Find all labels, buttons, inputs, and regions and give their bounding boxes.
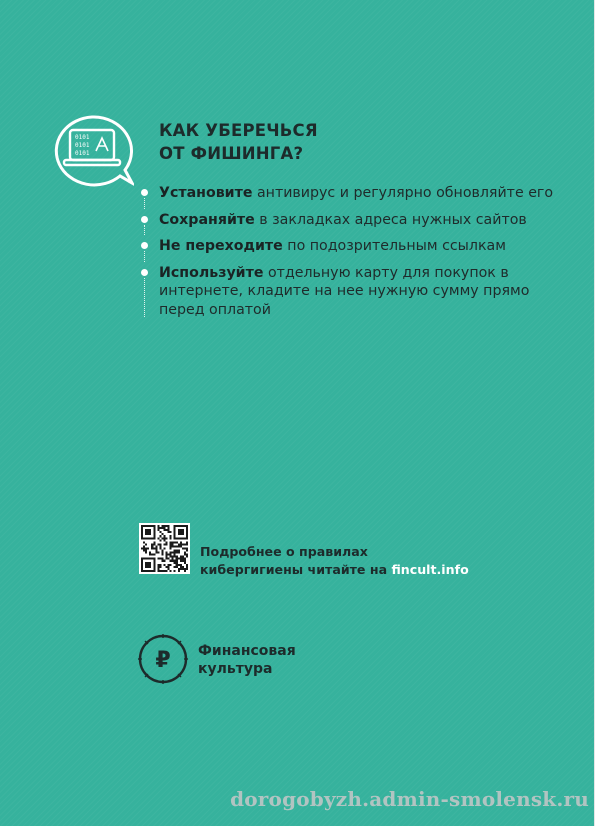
tip-item (141, 264, 561, 320)
bullet-connector (144, 225, 145, 236)
more-info-line-1: Подробнее о правилах (200, 544, 368, 559)
ruble-logo-icon (137, 633, 189, 685)
more-info-line-2: кибергигиены читайте на (200, 562, 392, 577)
brand-line-1: Финансовая (198, 643, 296, 659)
tip-text: отдельную карту для покупок в интернете, кладите на нее нужную сумму прямо перед оплатой (159, 264, 530, 318)
page-title (159, 119, 318, 165)
tip-keyword: Не переходите (159, 238, 283, 254)
laptop-speech-bubble-icon (50, 113, 134, 189)
more-info-text (200, 543, 469, 579)
tip-text: в закладках адреса нужных сайтов (254, 211, 527, 228)
tip-keyword: Установите (159, 185, 253, 201)
title-line-1: КАК УБЕРЕЧЬСЯ (159, 121, 318, 140)
tip-text: антивирус и регулярно обновляйте его (252, 185, 554, 201)
binary-row-3: 0101 (75, 150, 90, 157)
qr-code[interactable] (139, 523, 190, 574)
site-watermark: dorogobyzh.admin-smolensk.ru (230, 787, 589, 811)
binary-row-2: 0101 (75, 142, 90, 149)
fincult-link[interactable]: fincult.info (391, 562, 469, 577)
brand-logo-text (198, 642, 296, 678)
tip-keyword: Сохраняйте (159, 211, 255, 228)
bullet-dot (141, 189, 148, 196)
tips-list (141, 184, 561, 327)
bullet-connector (144, 251, 145, 262)
bullet-dot (141, 269, 148, 276)
ruble-symbol: ₽ (155, 648, 171, 673)
bullet-connector (144, 198, 145, 209)
tip-keyword: Используйте (159, 264, 264, 281)
brand-line-2: культура (198, 661, 273, 677)
bullet-dot (141, 216, 148, 223)
tip-text: по подозрительным ссылкам (282, 238, 506, 254)
binary-row-1: 0101 (75, 134, 90, 141)
tip-item (141, 237, 561, 256)
tip-item (141, 211, 561, 230)
title-line-2: ОТ ФИШИНГА? (159, 144, 304, 163)
tip-item (141, 184, 561, 203)
bullet-dot (141, 242, 148, 249)
bullet-connector (144, 278, 145, 318)
